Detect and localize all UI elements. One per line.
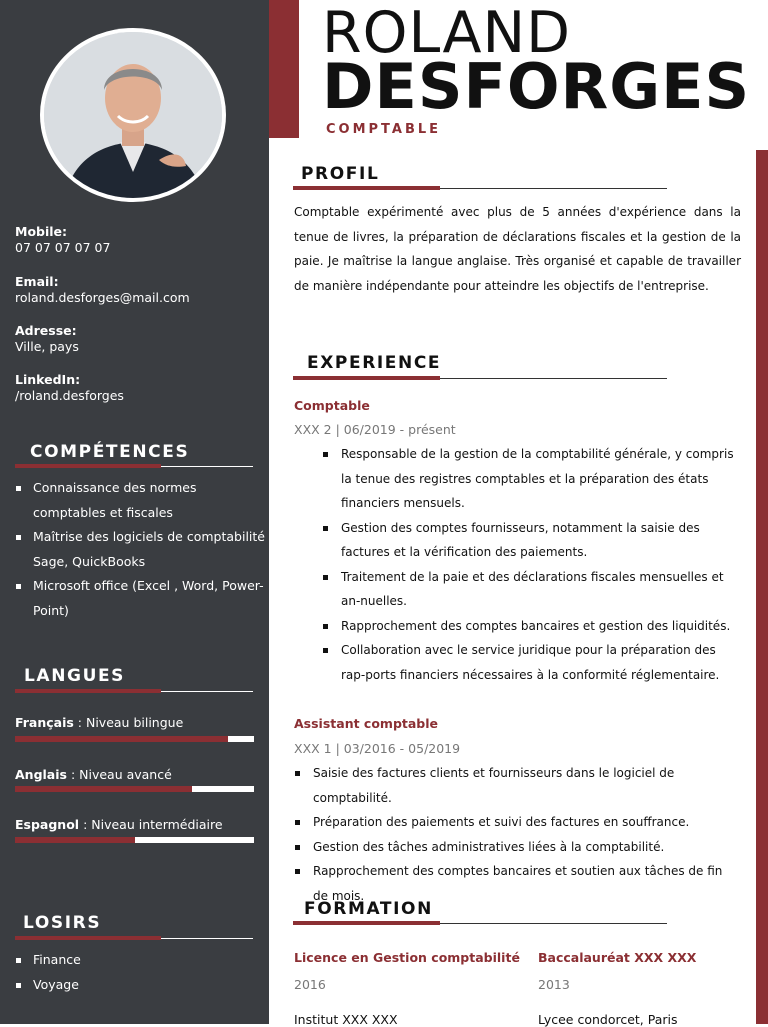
lang-name: Anglais: [15, 767, 67, 782]
losirs-accent: [15, 936, 161, 940]
task-item: Gestion des tâches administratives liées à la comptabilité.: [291, 835, 737, 860]
contact-email: [15, 274, 190, 306]
lang-bar-espagnol: [15, 837, 254, 843]
lang-anglais: [15, 767, 172, 782]
lang-bar-anglais: [15, 786, 254, 792]
contact-email-label: Email:: [15, 274, 59, 289]
contact-address-label: Adresse:: [15, 323, 77, 338]
competences-list: [15, 476, 269, 623]
lang-level: : Niveau intermédiaire: [79, 817, 223, 832]
job-1-meta: XXX 2 | 06/2019 - présent: [294, 422, 456, 437]
lang-bar-francais: [15, 736, 254, 742]
langues-accent: [15, 689, 161, 693]
formation-accent: [293, 921, 440, 925]
task-item: Collaboration avec le service juridique pour la préparation des rap-ports financiers nécessaires à la conformité réglementaire.: [319, 638, 737, 687]
job-2-tasks: [291, 761, 737, 908]
formation-1-year: 2016: [294, 977, 326, 992]
competence-item: Connaissance des normes comptables et fiscales: [15, 476, 269, 525]
experience-accent: [293, 376, 440, 380]
profil-text: Comptable expérimenté avec plus de 5 années d'expérience dans la tenue de livres, la préparation de déclarations fiscales et la gestion de la paie. Je maîtrise la langue anglaise. Très organisé et capable de travailler de manière indépendante pour atteindre les objectifs de l'entreprise.: [294, 205, 741, 293]
losirs-heading: LOSIRS: [23, 913, 102, 933]
job-2-title: Assistant comptable: [294, 716, 439, 731]
formation-1-title: Licence en Gestion comptabilité: [294, 950, 520, 965]
contact-linkedin-value: /roland.desforges: [15, 388, 124, 403]
header-accent-bar: [269, 0, 299, 138]
lang-level: : Niveau avancé: [66, 767, 172, 782]
profil-heading: PROFIL: [301, 164, 380, 184]
lang-francais: [15, 715, 183, 730]
lang-bar-fill: [15, 736, 228, 742]
losir-item: Finance: [15, 948, 255, 973]
contact-mobile-label: Mobile:: [15, 224, 68, 239]
lang-bar-fill: [15, 786, 192, 792]
formation-1-school: Institut XXX XXX: [294, 1012, 398, 1027]
formation-2-title: Baccalauréat XXX XXX: [538, 950, 697, 965]
lang-name: Espagnol: [15, 817, 80, 832]
contact-address-value: Ville, pays: [15, 339, 79, 354]
competence-item: Maîtrise des logiciels de comptabilité Sage, QuickBooks: [15, 525, 269, 574]
task-item: Responsable de la gestion de la comptabilité générale, y compris la tenue des registres comptables et la préparation des états financiers mensuels.: [319, 442, 737, 516]
first-name: ROLAND: [322, 0, 572, 66]
formation-2-year: 2013: [538, 977, 570, 992]
contact-linkedin-label: LinkedIn:: [15, 372, 81, 387]
competences-accent: [15, 464, 161, 468]
right-accent-bar: [756, 150, 768, 1024]
lang-bar-fill: [15, 837, 135, 843]
lang-espagnol: [15, 817, 223, 832]
sidebar: [0, 0, 269, 1024]
job-2-meta: XXX 1 | 03/2016 - 05/2019: [294, 741, 461, 756]
formation-heading: FORMATION: [304, 899, 433, 919]
job-title: COMPTABLE: [326, 122, 442, 137]
task-item: Rapprochement des comptes bancaires et soutien aux tâches de fin de mois.: [291, 859, 737, 908]
contact-email-value: roland.desforges@mail.com: [15, 290, 190, 305]
competences-heading: COMPÉTENCES: [30, 442, 190, 462]
task-item: Gestion des comptes fournisseurs, notamment la saisie des factures et la vérification des paiements.: [319, 516, 737, 565]
losirs-list: [15, 948, 255, 997]
task-item: Préparation des paiements et suivi des factures en souffrance.: [291, 810, 737, 835]
lang-level: : Niveau bilingue: [73, 715, 184, 730]
contact-mobile: [15, 224, 110, 256]
task-item: Traitement de la paie et des déclarations fiscales mensuelles et an-nuelles.: [319, 565, 737, 614]
job-1-title: Comptable: [294, 398, 370, 413]
job-1-tasks: [319, 442, 737, 687]
task-item: Rapprochement des comptes bancaires et gestion des liquidités.: [319, 614, 737, 639]
contact-address: [15, 323, 79, 355]
experience-heading: EXPERIENCE: [307, 353, 442, 373]
profil-accent: [293, 186, 440, 190]
formation-2-school: Lycee condorcet, Paris: [538, 1012, 678, 1027]
last-name: DESFORGES: [322, 50, 751, 123]
contact-mobile-value: 07 07 07 07 07: [15, 240, 111, 255]
losir-item: Voyage: [15, 973, 255, 998]
task-item: Saisie des factures clients et fournisseurs dans le logiciel de comptabilité.: [291, 761, 737, 810]
profile-photo: [44, 32, 222, 198]
competence-item: Microsoft office (Excel , Word, Power-Point): [15, 574, 269, 623]
lang-name: Français: [15, 715, 74, 730]
langues-heading: LANGUES: [24, 666, 126, 686]
contact-linkedin: [15, 372, 124, 404]
